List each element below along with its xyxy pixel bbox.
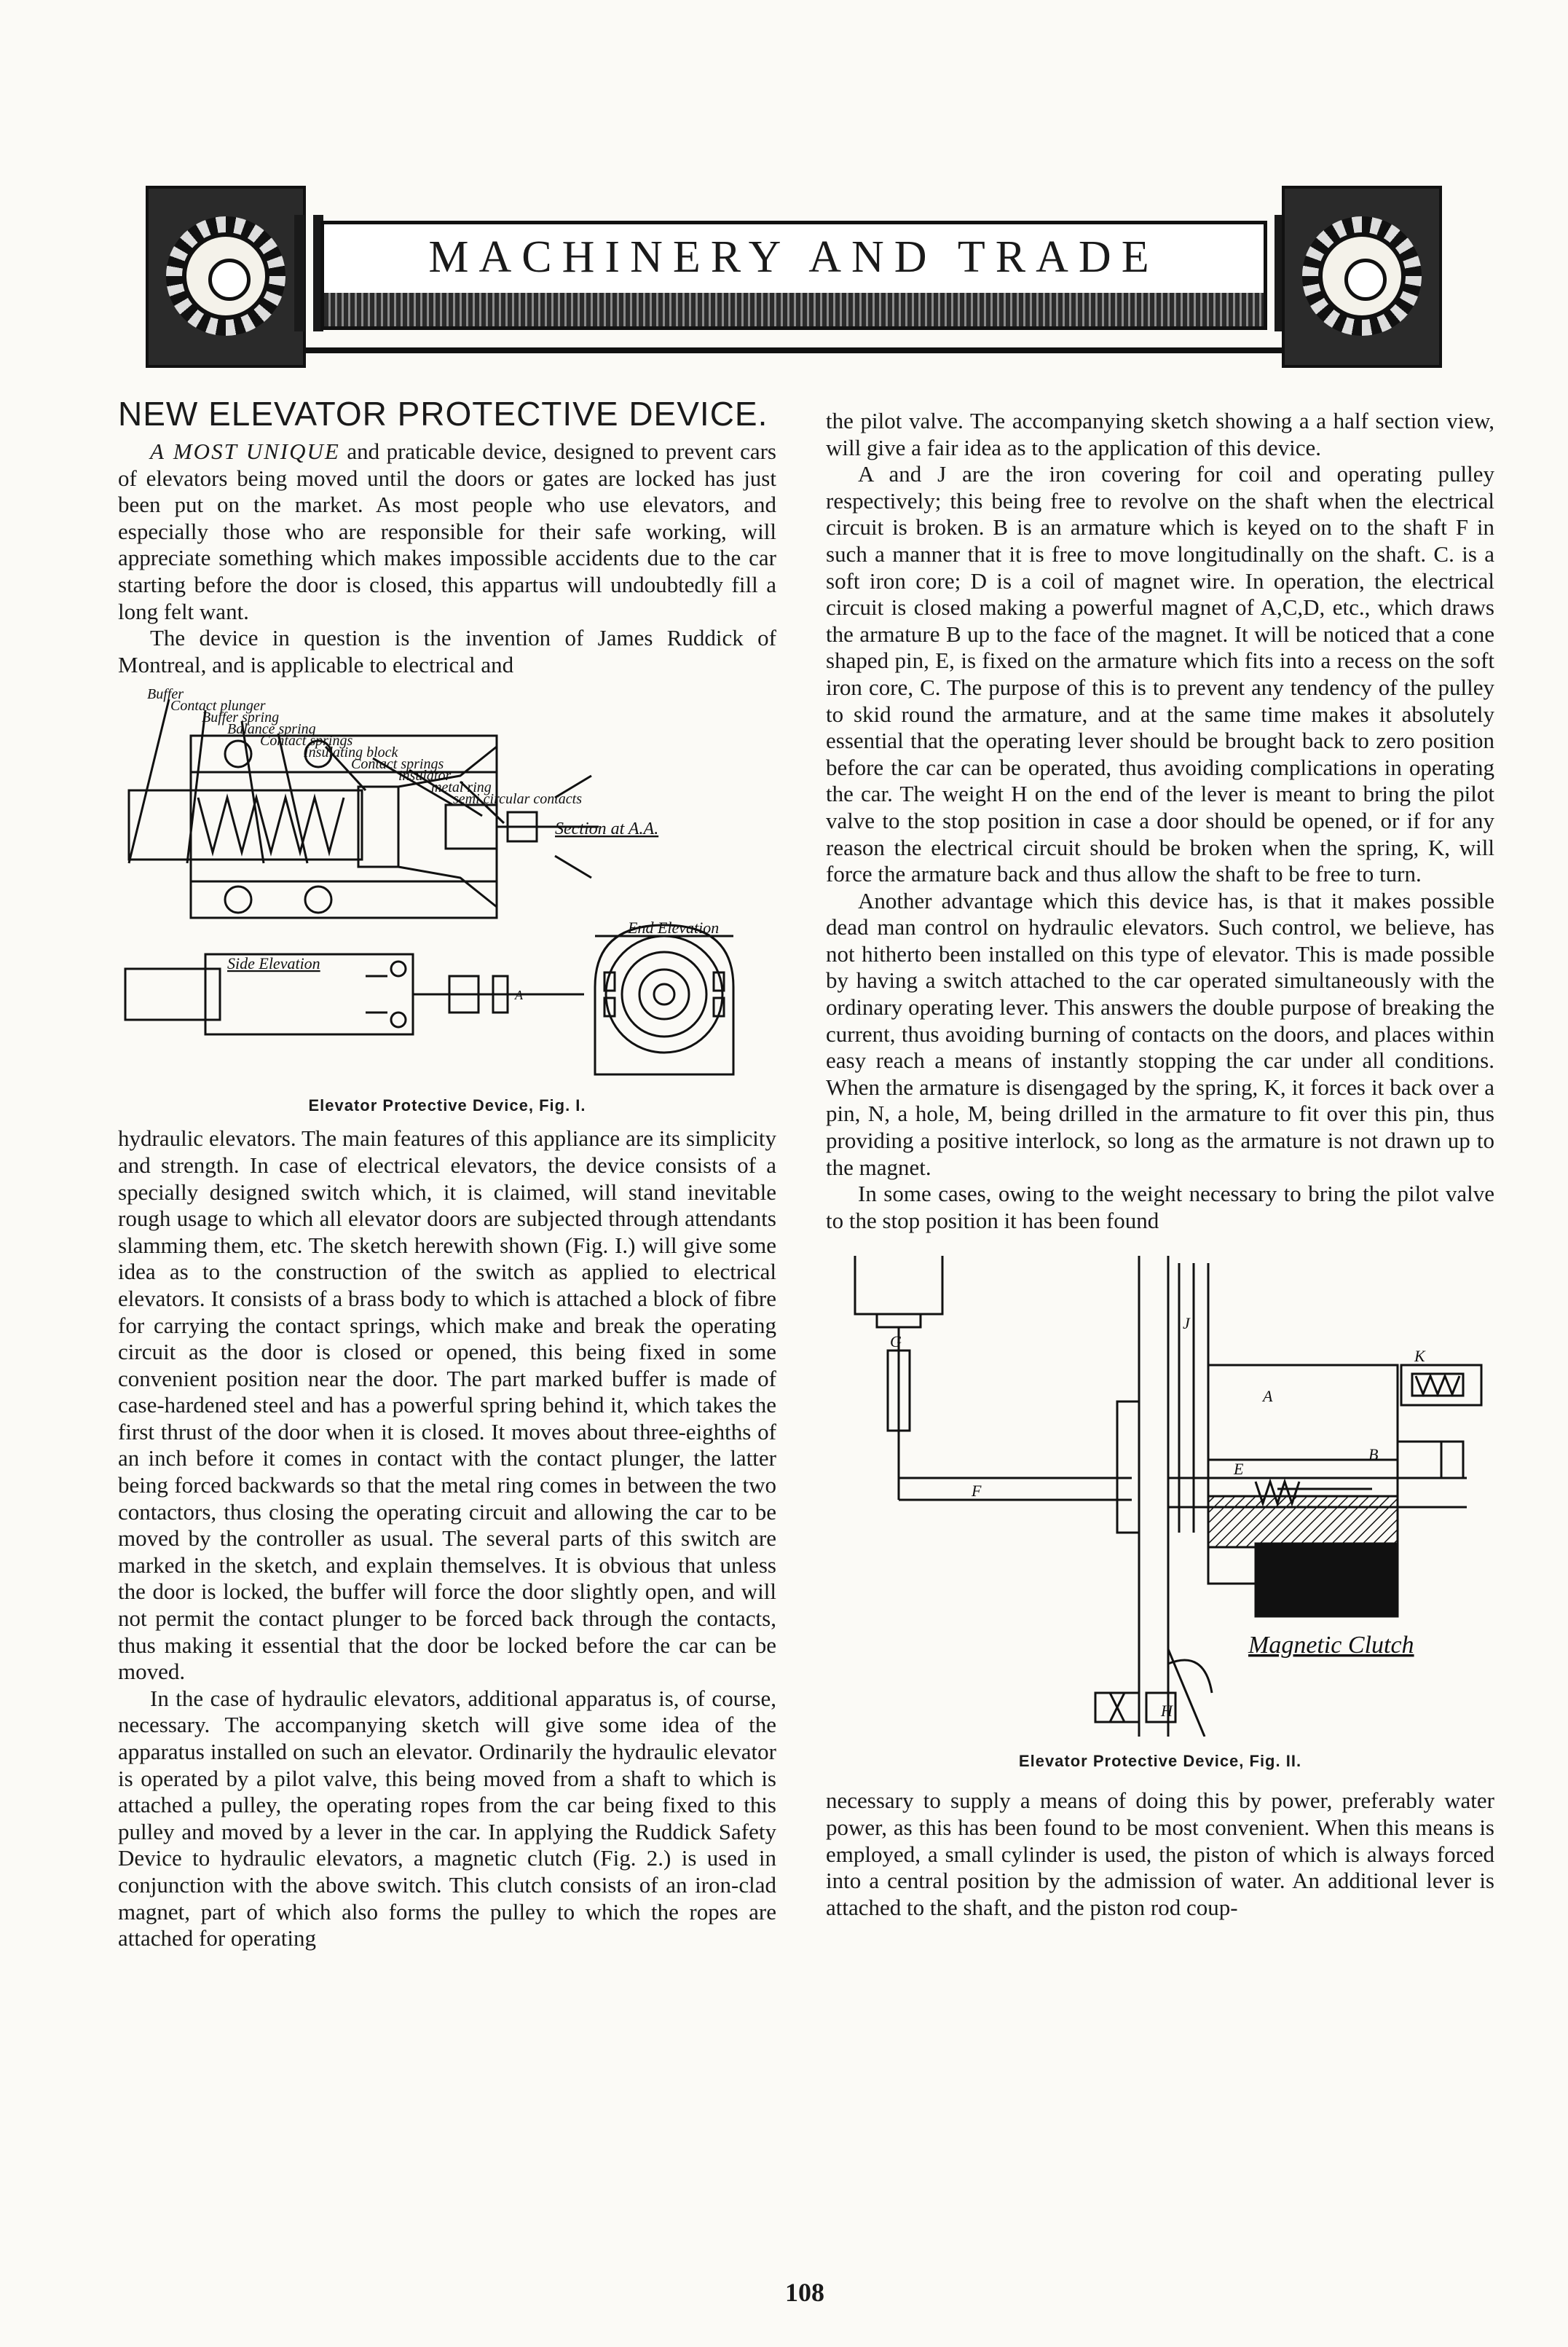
figure-1-caption: Elevator Protective Device, Fig. I. xyxy=(308,1096,586,1115)
gear-icon xyxy=(1302,216,1422,336)
label-metal-ring: metal ring xyxy=(431,779,492,796)
figure-2 xyxy=(826,1256,1494,1780)
paragraph-1-text: and praticable device, designed to prevent cars of elevators being moved until the doors or gates are locked has just been put on the market. As most people who use elevators, and especially those who are responsible for their safe working, will appreciate something which makes impossible accidents due to the car starting before the door is closed, this appartus will undoubtedly fill a long felt want. xyxy=(118,439,776,624)
label-contact-springs: Contact springs xyxy=(260,733,353,750)
label-h: H xyxy=(1161,1702,1173,1721)
banner-title-box xyxy=(320,221,1267,330)
gear-icon xyxy=(166,216,285,336)
label-side-elevation: Side Elevation xyxy=(227,954,320,973)
label-section: Section at A.A. xyxy=(555,819,659,839)
paragraph-1 xyxy=(118,439,776,625)
figure-2-caption: Elevator Protective Device, Fig. II. xyxy=(1018,1752,1302,1771)
label-magnetic-clutch: Magnetic Clutch xyxy=(1248,1632,1414,1659)
page-number: 108 xyxy=(785,2278,824,2307)
label-insulator: insulator xyxy=(398,768,452,785)
figure-1 xyxy=(118,688,776,1118)
label-e: E xyxy=(1234,1460,1244,1479)
label-buffer-spring: Buffer spring xyxy=(202,709,280,726)
paragraph-4: A and J are the iron covering for coil and operating pulley respectively; this being free to revolve on the shaft when the electrical circuit is broken. B is an armature which is keyed on to the shaft F in such a manner that it is free to move longitudinally on the shaft. C. is a soft iron core; D is a coil of magnet wire. In operation, the electrical circuit is closed making a powerful magnet of A,C,D, etc., which draws the armature B up to the face of the magnet. It will be noticed that a cone shaped pin, E, is fixed on the armature which fits into a recess on the soft iron core, C. The purpose of this is to prevent any tendency of the pulley to skid round the armature, and at the same time makes it absolutely essential that the operating lever should be brought back to zero position before the car can be operated, thus avoiding complications in operating the car. The weight H on the end of the lever is meant to bring the pilot valve to the stop position in case a door should be opened, or if for any reason the electrical circuit should be broken when the spring, K, will force the armature back and thus allow the shaft to be free to turn. xyxy=(826,461,1494,887)
label-a-mark: A xyxy=(515,988,523,1003)
paragraph-6-continued: necessary to supply a means of doing this by power, preferably water power, as this has been found to be most convenient. When this means is employed, a small cylinder is used, the piston of which is always forced into a central position by the admission of water. An additional lever is attached to the shaft, and the piston rod coup- xyxy=(826,1788,1494,1920)
label-f: F xyxy=(972,1482,982,1501)
label-semi-circular-contacts: semi circular contacts xyxy=(453,791,583,808)
section-banner xyxy=(102,186,1486,368)
label-insulating-block: Insulating block xyxy=(304,744,398,761)
article-headline: NEW ELEVATOR PROTECTIVE DEVICE. xyxy=(118,395,768,433)
paragraph-2-continued: hydraulic elevators. The main features of this appliance are its simplicity and strength. In case of electrical elevators, the device consists of a specially designed switch which, it is claimed, will stand inevitable rough usage to which all elevator doors are subjected through attendants slamming them, etc. The sketch herewith shown (Fig. I.) will give some idea as to the construction of the switch as applied to electrical elevators. It consists of a brass body to which is attached a block of fibre for carrying the contact springs, which make and break the operating circuit as the door is closed or opened, this being fixed in some convenient position near the door. The part marked buffer is made of case-hardened steel and has a powerful spring behind it, which takes the first thrust of the door when it is closed. It moves about three-eighths of an inch before it comes in contact with the contact plunger, the latter being forced backwards so that the metal ring comes in between the two contactors, thus closing the operating circuit and allowing the car to be moved by the controller as usual. The several parts of this switch are marked in the sketch, and explain themselves. It is obvious that unless the door is locked, the buffer will force the door slightly open, and will not permit the contact plunger to be forced back through the contacts, thus making it essential that the door be locked before the car can be moved. xyxy=(118,1125,776,1685)
lead-in: A MOST UNIQUE xyxy=(150,439,340,464)
paragraph-6: In some cases, owing to the weight necessary to bring the pilot valve to the stop position it has been found xyxy=(826,1181,1494,1233)
paragraph-3-continued: the pilot valve. The accompanying sketch showing a a half section view, will give a fair idea as to the application of this device. xyxy=(826,408,1494,460)
label-contact-plunger: Contact plunger xyxy=(170,698,266,715)
paragraph-5: Another advantage which this device has, is that it makes possible dead man control on hydraulic elevators. Such control, we believe, has not hitherto been installed on this type of elevator. This is made possible by having a switch attached to the car operated simultaneously with the ordinary operating lever. This answers the double purpose of breaking the current, thus avoiding burning of contacts on the doors, and places within easy reach a means of instantly stopping the car under all conditions. When the armature is disengaged by the spring, K, it forces it back over a pin, N, a hole, M, being drilled in the armature to fit over this pin, thus providing a positive interlock, so long as the armature is not drawn up to the magnet. xyxy=(826,887,1494,1180)
gear-emblem-left xyxy=(146,186,306,368)
label-g: G xyxy=(890,1332,902,1351)
figure-2-drawing xyxy=(826,1256,1494,1737)
paragraph-2: The device in question is the invention of James Ruddick of Montreal, and is applicable to electrical and xyxy=(118,625,776,677)
banner-texture-strip xyxy=(324,293,1264,326)
column-right xyxy=(826,408,1494,1921)
label-j: J xyxy=(1183,1314,1190,1333)
paragraph-3: In the case of hydraulic elevators, additional apparatus is, of course, necessary. The accompanying sketch will give some idea of the apparatus installed on such an elevator. Ordinarily the hydraulic elevator is operated by a pilot valve, this being moved from a shaft to which is attached a pulley, the operating ropes from the car being fixed to this pulley and moved by a lever in the car. In applying the Ruddick Safety Device to hydraulic elevators, a magnetic clutch (Fig. 2.) is used in conjunction with the above switch. This clutch consists of an iron-clad magnet, part of which also forms the pulley to which the ropes are attached for operating xyxy=(118,1685,776,1951)
section-title: MACHINERY AND TRADE xyxy=(428,232,1159,282)
label-contact-springs-2: Contact springs xyxy=(351,756,444,773)
figure-1-drawing xyxy=(118,688,776,1082)
label-k: K xyxy=(1414,1347,1425,1366)
label-balance-spring: Balance spring xyxy=(227,721,316,738)
banner-base-rule xyxy=(146,347,1442,353)
gear-emblem-right xyxy=(1282,186,1442,368)
label-end-elevation: End Elevation xyxy=(628,919,720,937)
label-a: A xyxy=(1263,1387,1273,1406)
label-b: B xyxy=(1368,1445,1379,1464)
banner-ornament-bar xyxy=(294,215,304,331)
label-buffer: Buffer xyxy=(147,688,184,703)
column-left xyxy=(118,393,776,1952)
